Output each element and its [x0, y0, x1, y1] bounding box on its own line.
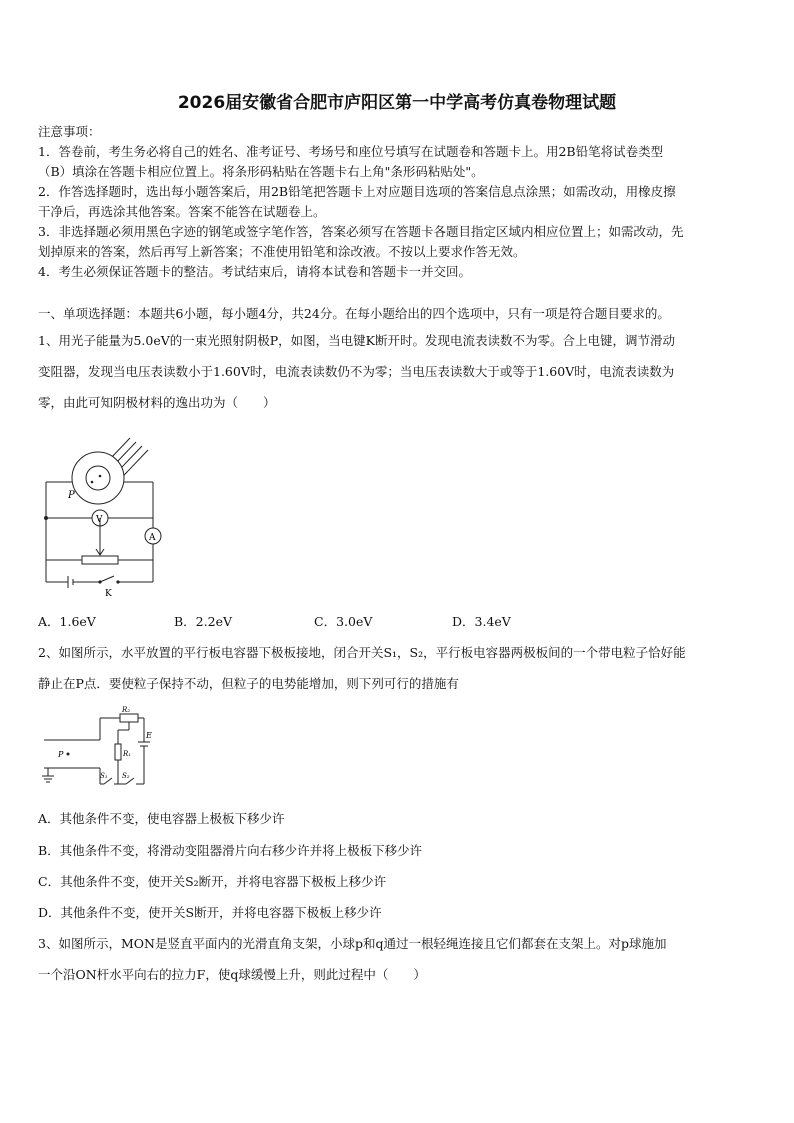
notice-heading: 注意事项： [38, 124, 101, 139]
q1-option-c[interactable]: C．3.0eV [314, 614, 373, 629]
notice-line-3: 2．作答选择题时，选出每小题答案后，用2B铅笔把答题卡上对应题目选项的答案信息点涂黑；如需改动，用橡皮擦 [38, 184, 676, 199]
notice-line-4: 干净后，再选涂其他答案。答案不能答在试题卷上。 [38, 204, 326, 219]
q1-label-a: A [149, 533, 156, 543]
q2-line-2: 静止在P点．要使粒子保持不动，但粒子的电势能增加，则下列可行的措施有 [38, 676, 459, 691]
q1-line-3: 零，由此可知阴极材料的逸出功为（ ） [38, 395, 276, 410]
q1-label-v: V [96, 515, 103, 525]
q3-line-2: 一个沿ON杆水平向右的拉力F，使q球缓慢上升，则此过程中（ ） [38, 967, 426, 982]
q3-line-1: 3、如图所示，MON是竖直平面内的光滑直角支架，小球p和q通过一根轻绳连接且它们都套在支架上。对p球施加 [38, 936, 667, 951]
q2-label-r2: R₂ [122, 706, 131, 714]
notice-line-5: 3．非选择题必须用黑色字迹的钢笔或签字笔作答，答案必须写在答题卡各题目指定区域内相应位置上；如需改动，先 [38, 224, 684, 239]
q2-label-e: E [146, 731, 152, 740]
q2-option-c[interactable]: C．其他条件不变，使开关S₂断开，并将电容器下极板上移少许 [38, 874, 387, 889]
q2-circuit-figure [38, 704, 158, 794]
q2-label-p: P [58, 750, 64, 759]
q2-label-s1: S₁ [100, 772, 108, 780]
q2-option-a[interactable]: A．其他条件不变，使电容器上极板下移少许 [38, 811, 285, 826]
notice-line-1: 1．答卷前，考生务必将自己的姓名、准考证号、考场号和座位号填写在试题卷和答题卡上。用2B铅笔将试卷类型 [38, 144, 664, 159]
q1-option-b[interactable]: B．2.2eV [174, 614, 232, 629]
q1-line-1: 1、用光子能量为5.0eV的一束光照射阴极P，如图，当电键K断开时。发现电流表读数不为零。合上电键，调节滑动 [38, 333, 676, 348]
q1-options [38, 612, 758, 632]
notice-line-7: 4．考生必须保证答题卡的整洁。考试结束后，请将本试卷和答题卡一并交回。 [38, 264, 471, 279]
q1-circuit-figure [38, 432, 168, 602]
q1-line-2: 变阻器，发现当电压表读数小于1.60V时，电流表读数仍不为零；当电压表读数大于或等于1.60V时，电流表读数为 [38, 364, 675, 379]
q1-label-p: P [68, 490, 75, 501]
q2-label-s2: S₂ [122, 772, 130, 780]
q2-option-b[interactable]: B．其他条件不变，将滑动变阻器滑片向右移少许并将上极板下移少许 [38, 843, 423, 858]
q1-option-d[interactable]: D．3.4eV [452, 614, 511, 629]
notice-line-6: 划掉原来的答案，然后再写上新答案；不准使用铅笔和涂改液。不按以上要求作答无效。 [38, 244, 526, 259]
notice-line-2: （B）填涂在答题卡相应位置上。将条形码粘贴在答题卡右上角"条形码粘贴处"。 [38, 164, 484, 179]
q2-label-r1: R₁ [123, 750, 132, 758]
exam-title: 2026届安徽省合肥市庐阳区第一中学高考仿真卷物理试题 [177, 93, 617, 113]
section-heading: 一、单项选择题：本题共6小题，每小题4分，共24分。在每小题给出的四个选项中，只有一项是符合题目要求的。 [38, 306, 670, 321]
q1-option-a[interactable]: A．1.6eV [38, 614, 96, 629]
q2-line-1: 2、如图所示，水平放置的平行板电容器下极板接地，闭合开关S₁，S₂，平行板电容器两极板间的一个带电粒子恰好能 [38, 645, 686, 660]
q2-option-d[interactable]: D．其他条件不变，使开关S断开，并将电容器下极板上移少许 [38, 905, 382, 920]
q1-label-k: K [105, 589, 112, 599]
